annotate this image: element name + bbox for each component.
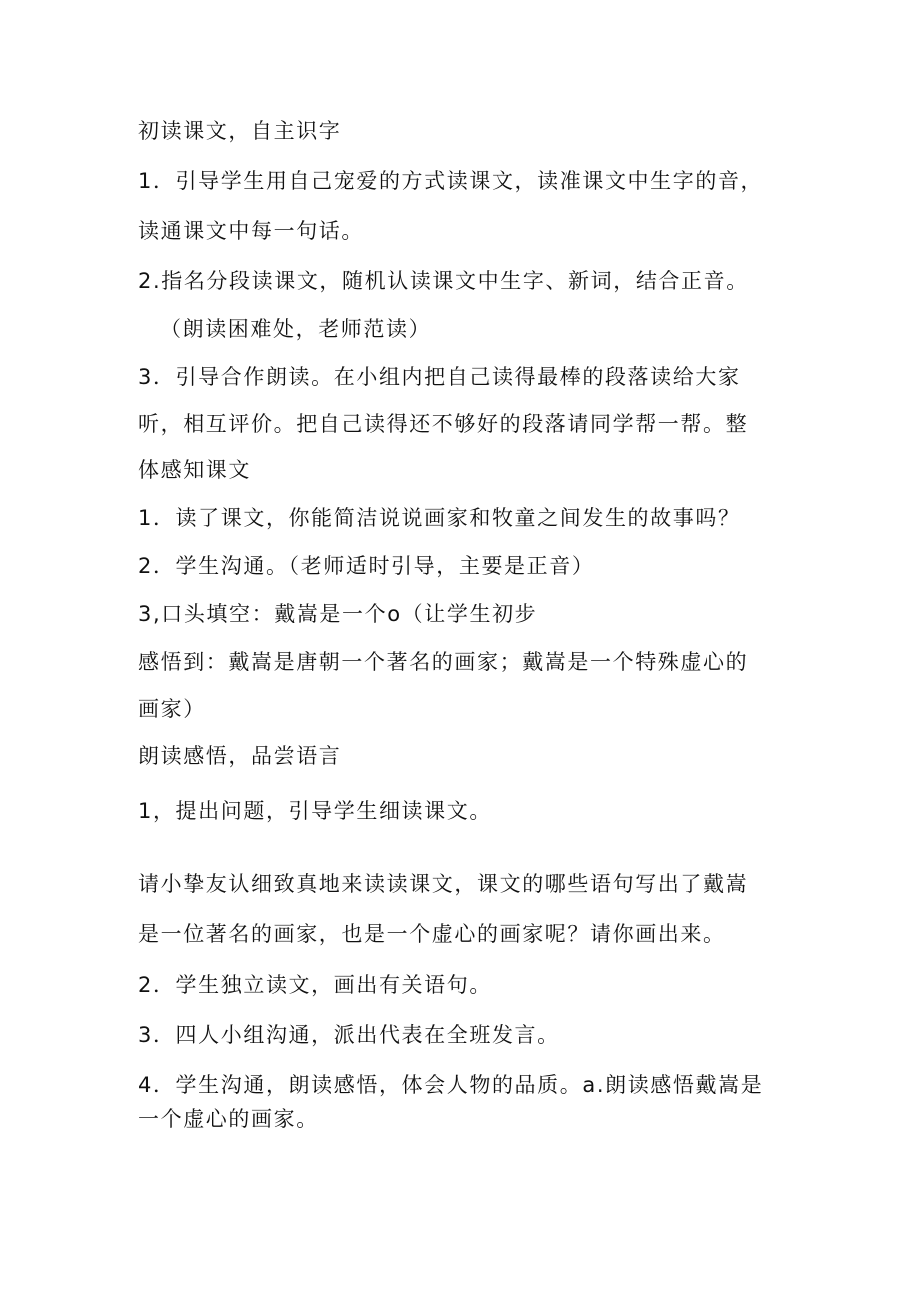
section-heading-first-reading: 初读课文，自主识字	[138, 119, 342, 143]
paragraph-line: 1．读了课文，你能简洁说说画家和牧童之间发生的故事吗？	[138, 506, 741, 530]
paragraph-line: 1，提出问题，引导学生细读课文。	[138, 799, 492, 823]
paragraph-line: 3．四人小组沟通，派出代表在全班发言。	[138, 1023, 560, 1047]
paragraph-line: 1．引导学生用自己宠爱的方式读课文，读准课文中生字的音，	[138, 169, 764, 193]
paragraph-line: 2．学生独立读文，画出有关语句。	[138, 973, 492, 997]
paragraph-line: 2.指名分段读课文，随机认读课文中生字、新词，结合正音。	[138, 269, 749, 293]
paragraph-line: （朗读困难处，老师范读）	[160, 317, 432, 341]
paragraph-line: 3．引导合作朗读。在小组内把自己读得最棒的段落读给大家	[138, 365, 741, 389]
section-heading-reading: 朗读感悟，品尝语言	[138, 744, 342, 768]
paragraph-line: 2．学生沟通。（老师适时引导，主要是正音）	[138, 554, 595, 578]
paragraph-line: 听，相互评价。把自己读得还不够好的段落请同学帮一帮。整	[138, 412, 749, 436]
paragraph-line: 读通课文中每一句话。	[138, 219, 364, 243]
paragraph-line: 一个虚心的画家。	[138, 1107, 319, 1131]
paragraph-line: 4．学生沟通，朗读感悟，体会人物的品质。a.朗读感悟戴嵩是	[138, 1073, 764, 1097]
section-heading-overall: 体感知课文	[138, 458, 251, 482]
paragraph-line: 请小挚友认细致真地来读读课文，课文的哪些语句写出了戴嵩	[138, 872, 749, 896]
paragraph-line: 是一位著名的画家，也是一个虚心的画家呢？请你画出来。	[138, 922, 726, 946]
paragraph-line: 画家）	[138, 697, 206, 721]
paragraph-line: 3,口头填空：戴嵩是一个o（让学生初步	[138, 602, 538, 626]
paragraph-line: 感悟到：戴嵩是唐朝一个著名的画家；戴嵩是一个特殊虚心的	[138, 650, 749, 674]
